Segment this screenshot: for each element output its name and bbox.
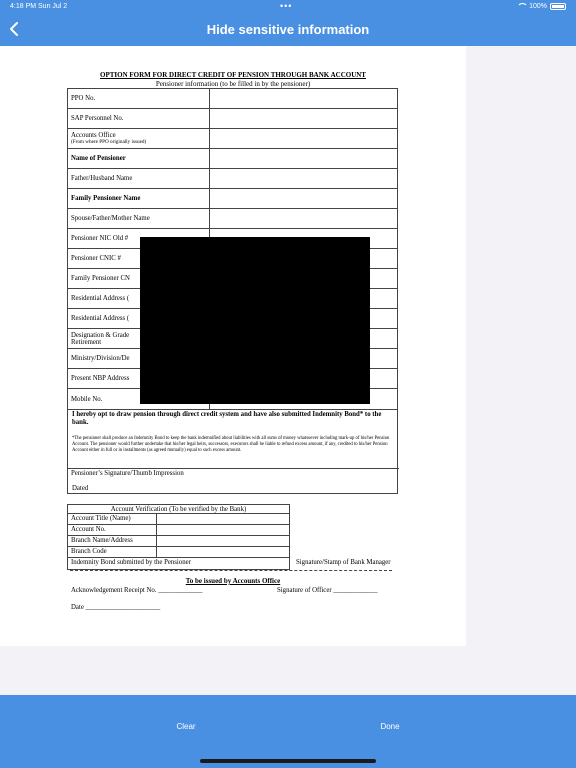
form-row-label — [68, 209, 210, 228]
verification-label: Branch Code — [68, 547, 157, 557]
form-row-label — [68, 109, 210, 128]
row-label-text: Name of Pensioner — [71, 155, 126, 162]
row-label-text: Mobile No. — [71, 395, 103, 403]
row-label-text: Spouse/Father/Mother Name — [71, 215, 150, 222]
option-declaration — [67, 408, 398, 494]
bank-manager-signature: Signature/Stamp of Bank Manager — [296, 559, 391, 566]
row-note-text: (From where PPO originally issued) — [71, 139, 147, 145]
clear-button[interactable]: Clear — [166, 719, 206, 733]
officer-signature: Signature of Officer _____________ — [277, 587, 378, 594]
form-row-value — [210, 189, 397, 208]
date-line: Date ______________________ — [71, 604, 161, 611]
row-label-text: Accounts Office — [71, 132, 116, 139]
accounts-office-title: To be issued by Accounts Office — [185, 577, 281, 585]
row-label-text: Ministry/Division/De — [71, 355, 130, 362]
verification-label: Branch Name/Address — [68, 536, 157, 546]
row-label-text: PPO No. — [71, 95, 96, 102]
divider — [70, 570, 392, 571]
form-title: OPTION FORM FOR DIRECT CREDIT OF PENSION THROUGH BANK ACCOUNT — [100, 71, 366, 79]
row-label-text: Residential Address ( — [71, 295, 130, 302]
redaction-box[interactable] — [140, 237, 370, 404]
pension-form-document — [0, 46, 466, 646]
verification-label: Account No. — [68, 525, 157, 535]
form-row-value — [210, 129, 397, 148]
done-button[interactable]: Done — [370, 719, 410, 733]
form-row — [68, 89, 397, 109]
page-title: Hide sensitive information — [206, 22, 370, 37]
form-row-label — [68, 129, 210, 148]
pensioner-signature-label: Pensioner’s Signature/Thumb Impression — [68, 468, 399, 478]
form-row — [68, 189, 397, 209]
form-row-label — [68, 149, 210, 168]
wifi-icon — [517, 3, 526, 10]
verification-label: Account Title (Name) — [68, 514, 157, 524]
dated-label: Dated — [72, 485, 89, 492]
acknowledgement-receipt: Acknowledgement Receipt No. _____________ — [71, 587, 203, 594]
row-label-text: Designation & Grade — [71, 331, 130, 339]
form-row-value — [210, 89, 397, 108]
status-right — [517, 3, 566, 10]
status-time: 4:18 PM Sun Jul 2 — [10, 3, 68, 10]
form-row — [68, 169, 397, 189]
row-note-text: Retirement — [71, 338, 102, 346]
option-statement: I hereby opt to draw pension through direct credit system and have also submitted Indemnity Bond* to the bank. — [72, 411, 382, 426]
status-bar — [0, 0, 576, 14]
row-label-text: Family Pensioner CN — [71, 275, 130, 282]
battery-icon — [550, 3, 566, 10]
form-row-value — [210, 169, 397, 188]
row-label-text: SAP Personnel No. — [71, 115, 124, 122]
row-label-text: Pensioner CNIC # — [71, 255, 121, 262]
bottom-toolbar — [0, 695, 576, 768]
form-row-label — [68, 89, 210, 108]
verification-row — [68, 525, 289, 536]
verification-heading: Account Verification (To be verified by the Bank) — [68, 505, 289, 514]
multitasking-dots[interactable]: ••• — [280, 1, 293, 11]
form-row-label — [68, 189, 210, 208]
form-row-value — [210, 149, 397, 168]
document-canvas[interactable] — [0, 46, 466, 646]
form-row — [68, 149, 397, 169]
verification-row — [68, 558, 289, 569]
form-row — [68, 109, 397, 129]
verification-row — [68, 547, 289, 558]
account-verification-table — [67, 504, 290, 570]
form-subtitle: Pensioner information (to be filled in by the pensioner) — [155, 80, 311, 88]
home-indicator[interactable] — [200, 759, 376, 763]
verification-row — [68, 514, 289, 525]
form-row-value — [210, 209, 397, 228]
form-row — [68, 129, 397, 149]
row-label-text: Residential Address ( — [71, 315, 130, 322]
row-label-text: Father/Husband Name — [71, 175, 133, 182]
form-row-label — [68, 169, 210, 188]
top-bar — [0, 0, 576, 46]
indemnity-label: Indemnity Bond submitted by the Pensioner — [71, 559, 191, 566]
row-label-text: Present NBP Address — [71, 375, 130, 382]
battery-percent: 100% — [529, 3, 547, 10]
form-row — [68, 209, 397, 229]
verification-row — [68, 536, 289, 547]
row-label-text: Pensioner NIC Old # — [71, 235, 129, 242]
indemnity-footnote: *The pensioner shall produce an Indemnity Bond to keep the bank indemnified about liabilities with all sums of money whatsoever including mark-up of his/her Pension Account. The pensioner would further undertake that his/her legal heirs, successors, executors shall be liable to refund excess amount, if any, credited to his/her Pension Account either in full or in installments (as agreed mutually) equal to such excess amount. — [72, 436, 390, 453]
form-row-value — [210, 109, 397, 128]
row-label-text: Family Pensioner Name — [71, 195, 141, 202]
